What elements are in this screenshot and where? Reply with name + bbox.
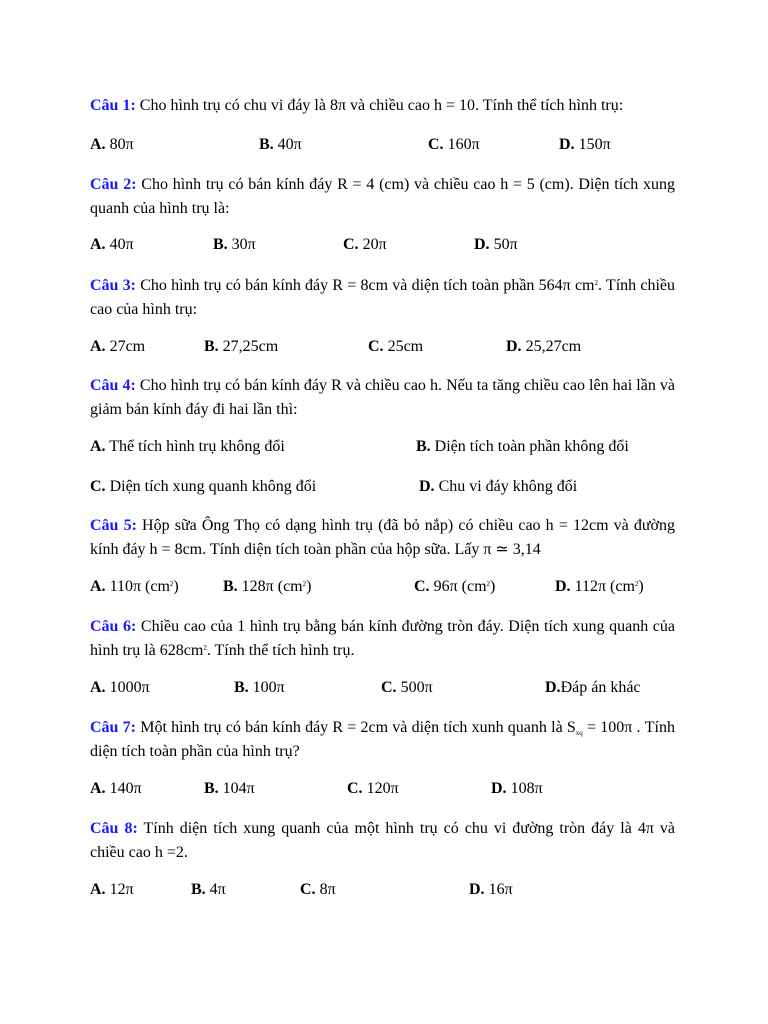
question-7 [90, 716, 675, 763]
question-3-option-a [90, 336, 145, 358]
option-letter: C. [368, 338, 384, 355]
option-text: 160π [443, 136, 480, 153]
option-text: 27cm [105, 338, 146, 355]
option-letter: C. [414, 578, 430, 595]
option-letter: B. [213, 236, 228, 253]
question-1-option-c [428, 134, 480, 156]
option-letter: B. [234, 679, 249, 696]
question-7-label: Câu 7: [90, 719, 136, 736]
question-6-option-a [90, 677, 150, 699]
option-text-close: ) [638, 578, 644, 595]
question-5-option-a [90, 576, 179, 598]
question-1-option-d [559, 134, 611, 156]
question-2 [90, 173, 675, 220]
option-letter: C. [300, 881, 316, 898]
option-text: 20π [358, 236, 387, 253]
option-letter: D. [491, 780, 507, 797]
option-text: 1000π [105, 679, 150, 696]
option-letter: A. [90, 438, 106, 455]
question-7-text: Một hình trụ có bán kính đáy R = 2cm và diện tích xunh quanh là S [136, 719, 576, 736]
question-4-option-d [419, 476, 577, 498]
question-2-options [90, 234, 690, 256]
question-7-option-a [90, 778, 142, 800]
option-letter: A. [90, 236, 106, 253]
question-5-option-d [555, 576, 644, 598]
question-4 [90, 374, 675, 421]
option-text: 8π [315, 881, 336, 898]
question-2-option-b [213, 234, 256, 256]
question-6-option-d [545, 677, 641, 699]
question-4-text: Cho hình trụ có bán kính đáy R và chiều cao h. Nếu ta tăng chiều cao lên hai lần và giảm bán kính đáy đi hai lần thì: [90, 377, 676, 418]
question-5-option-b [223, 576, 311, 598]
question-3-label: Câu 3: [90, 277, 136, 294]
option-text: 30π [227, 236, 256, 253]
question-5-options [90, 576, 690, 598]
question-3-text: Cho hình trụ có bán kính đáy R = 8cm và diện tích toàn phần 564π cm [136, 277, 595, 294]
question-8-label: Câu 8: [90, 820, 138, 837]
option-letter: D. [506, 338, 522, 355]
option-text: 27,25cm [218, 338, 279, 355]
question-5 [90, 514, 675, 561]
option-letter: D. [474, 236, 490, 253]
option-text-close: ) [173, 578, 179, 595]
question-3-option-b [204, 336, 278, 358]
question-1 [90, 94, 675, 118]
superscript: 2 [594, 279, 598, 287]
option-text: 140π [105, 780, 142, 797]
question-6-text-cont: . Tính thể tích hình trụ. [206, 641, 355, 659]
question-8-option-c [300, 879, 336, 901]
question-2-text: Cho hình trụ có bán kính đáy R = 4 (cm) và chiều cao h = 5 (cm). Diện tích xung quanh của hình trụ là: [90, 176, 676, 217]
option-letter: C. [428, 136, 444, 153]
question-3-option-d [506, 336, 581, 358]
question-7-options [90, 778, 690, 800]
option-text-close: ) [306, 578, 312, 595]
option-text: 25cm [383, 338, 424, 355]
option-letter: D. [559, 136, 575, 153]
option-letter: A. [90, 679, 106, 696]
option-text: Diện tích toàn phần không đổi [430, 438, 629, 455]
question-6-label: Câu 6: [90, 618, 137, 635]
option-text: 110π (cm [105, 578, 170, 595]
option-text: 96π (cm [429, 578, 487, 595]
option-text: Chu vi đáy không đổi [434, 478, 578, 495]
option-text: Diện tích xung quanh không đổi [105, 478, 317, 495]
option-letter: D. [555, 578, 571, 595]
question-5-label: Câu 5: [90, 517, 137, 534]
superscript: 2 [203, 643, 207, 652]
question-1-option-b [259, 134, 302, 156]
question-4-option-a [90, 436, 285, 458]
option-letter: A. [90, 780, 106, 797]
option-text: 120π [362, 780, 399, 797]
question-2-option-c [343, 234, 387, 256]
option-text: 50π [489, 236, 518, 253]
option-letter: C. [347, 780, 363, 797]
option-letter: A. [90, 338, 106, 355]
question-5-text: Hộp sữa Ông Thọ có dạng hình trụ (đã bỏ nắp) có chiều cao h = 12cm và đường kính đáy h = 8cm. Tính diện tích toàn phần của hộp sữa. Lấy π ≃ 3,14 [90, 517, 676, 558]
question-4-option-b [416, 436, 629, 458]
question-3 [90, 274, 675, 321]
option-text: 108π [506, 780, 543, 797]
option-text: 128π (cm [237, 578, 303, 595]
option-letter: A. [90, 136, 106, 153]
question-8-option-b [191, 879, 226, 901]
question-4-option-c [90, 476, 316, 498]
option-letter: A. [90, 881, 106, 898]
superscript: 2 [302, 580, 307, 588]
question-3-text-cont: . Tính chiều cao của hình trụ: [90, 277, 676, 318]
question-6-option-c [381, 677, 433, 699]
question-2-option-d [474, 234, 518, 256]
option-text: 12π [105, 881, 134, 898]
superscript: 2 [169, 580, 174, 588]
question-8-option-d [469, 879, 513, 901]
question-1-options [90, 134, 690, 156]
question-7-option-d [491, 778, 543, 800]
option-letter: C. [381, 679, 397, 696]
option-text-close: ) [490, 578, 496, 595]
option-text: 500π [396, 679, 433, 696]
question-1-text: Cho hình trụ có chu vi đáy là 8π và chiều cao h = 10. Tính thể tích hình trụ: [135, 97, 624, 114]
option-text: Thể tích hình trụ không đổi [105, 438, 285, 455]
superscript: 2 [634, 580, 639, 588]
option-text: 25,27cm [521, 338, 582, 355]
option-text: 150π [574, 136, 611, 153]
question-7-option-b [204, 778, 255, 800]
option-text: 16π [484, 881, 513, 898]
option-letter: D. [545, 679, 561, 696]
question-8 [90, 817, 675, 864]
question-8-option-a [90, 879, 134, 901]
question-2-label: Câu 2: [90, 176, 137, 193]
question-3-option-c [368, 336, 423, 358]
option-text: 104π [218, 780, 255, 797]
question-1-label: Câu 1: [90, 97, 136, 114]
superscript: 2 [486, 580, 491, 588]
question-8-options [90, 879, 690, 901]
question-4-options-row1 [90, 436, 690, 458]
option-text: 100π [248, 679, 285, 696]
question-4-options-row2 [90, 476, 690, 498]
option-letter: B. [223, 578, 238, 595]
question-8-text: Tính diện tích xung quanh của một hình trụ có chu vi đường tròn đáy là 4π và chiều cao h =2. [90, 820, 676, 861]
option-text: 40π [273, 136, 302, 153]
option-letter: B. [204, 338, 219, 355]
option-letter: A. [90, 578, 106, 595]
question-6-option-b [234, 677, 285, 699]
option-letter: C. [343, 236, 359, 253]
option-text: 4π [205, 881, 226, 898]
question-3-options [90, 336, 690, 358]
option-letter: B. [191, 881, 206, 898]
subscript: xq [575, 729, 583, 737]
option-text: Đáp án khác [560, 679, 641, 696]
option-letter: D. [419, 478, 435, 495]
question-6-options [90, 677, 690, 699]
option-letter: B. [204, 780, 219, 797]
question-5-option-c [414, 576, 495, 598]
question-1-option-a [90, 134, 134, 156]
question-6 [90, 615, 675, 662]
question-7-text-cont: = 100π . Tính diện tích toàn phần của hình trụ? [90, 719, 675, 760]
option-text: 80π [105, 136, 134, 153]
question-2-option-a [90, 234, 134, 256]
option-letter: D. [469, 881, 485, 898]
option-letter: C. [90, 478, 106, 495]
question-6-text: Chiều cao của 1 hình trụ bằng bán kính đường tròn đáy. Diện tích xung quanh của hình trụ là 628cm [90, 618, 676, 659]
option-text: 40π [105, 236, 134, 253]
question-4-label: Câu 4: [90, 377, 136, 394]
option-text: 112π (cm [570, 578, 635, 595]
option-letter: B. [416, 438, 431, 455]
question-7-option-c [347, 778, 399, 800]
option-letter: B. [259, 136, 274, 153]
